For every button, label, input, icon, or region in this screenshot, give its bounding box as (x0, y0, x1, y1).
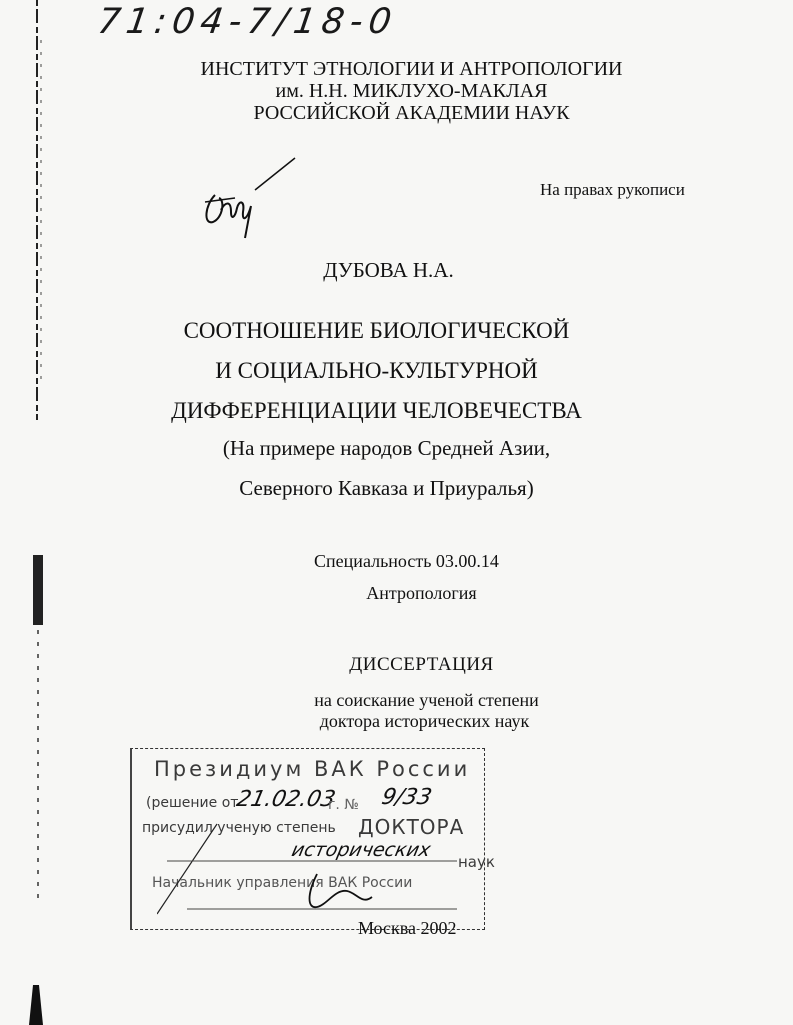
stamp-decision-mid: г. № (328, 797, 359, 813)
stamp-science-suffix: наук (458, 853, 495, 871)
degree-line-1: на соискание ученой степени (314, 690, 539, 710)
institute-line-2: им. Н.Н. МИКЛУХО-МАКЛАЯ (275, 80, 548, 102)
degree-line-2: доктора исторических наук (319, 711, 530, 731)
subtitle-line-1: (На примере народов Средней Азии, (222, 436, 551, 460)
stamp-degree: ДОКТОРА (358, 815, 465, 839)
handwritten-catalog-number: 71:04-7/18-0 (95, 2, 400, 42)
institute-line-1: ИНСТИТУТ ЭТНОЛОГИИ И АНТРОПОЛОГИИ (200, 58, 623, 80)
institute-line-3: РОССИЙСКОЙ АКАДЕМИИ НАУК (253, 102, 570, 124)
author-name: ДУБОВА Н.А. (323, 258, 454, 282)
stamp-header: Президиум ВАК России (154, 757, 471, 781)
specialty-code: Специальность 03.00.14 (314, 551, 499, 571)
signature-mark (195, 150, 305, 240)
vak-stamp (130, 748, 495, 930)
city-year: Москва 2002 (358, 918, 457, 938)
institute-block (15, 58, 793, 124)
title-line-1: СООТНОШЕНИЕ БИОЛОГИЧЕСКОЙ (183, 318, 570, 343)
stamp-awarded-prefix: присудил ученую степень (142, 820, 336, 836)
stamp-decision-number: 9/33 (379, 785, 435, 810)
subtitle-line-2: Северного Кавказа и Приуралья) (239, 476, 534, 500)
stamp-decision-date: 21.02.03 (234, 787, 338, 812)
title-line-2: И СОЦИАЛЬНО-КУЛЬТУРНОЙ (215, 358, 538, 383)
title-line-3: ДИФФЕРЕНЦИАЦИИ ЧЕЛОВЕЧЕСТВА (171, 398, 582, 423)
dissertation-label: ДИССЕРТАЦИЯ (349, 654, 494, 675)
stamp-signature-line: Начальник управления ВАК России (152, 875, 413, 891)
stamp-science-field: исторических (289, 839, 433, 861)
manuscript-rights-note: На правах рукописи (540, 180, 685, 199)
specialty-name: Антропология (366, 583, 477, 603)
scan-margin-artifacts (25, 0, 61, 1025)
stamp-ink-strokes (157, 819, 477, 919)
stamp-decision-prefix: (решение от (146, 795, 239, 811)
